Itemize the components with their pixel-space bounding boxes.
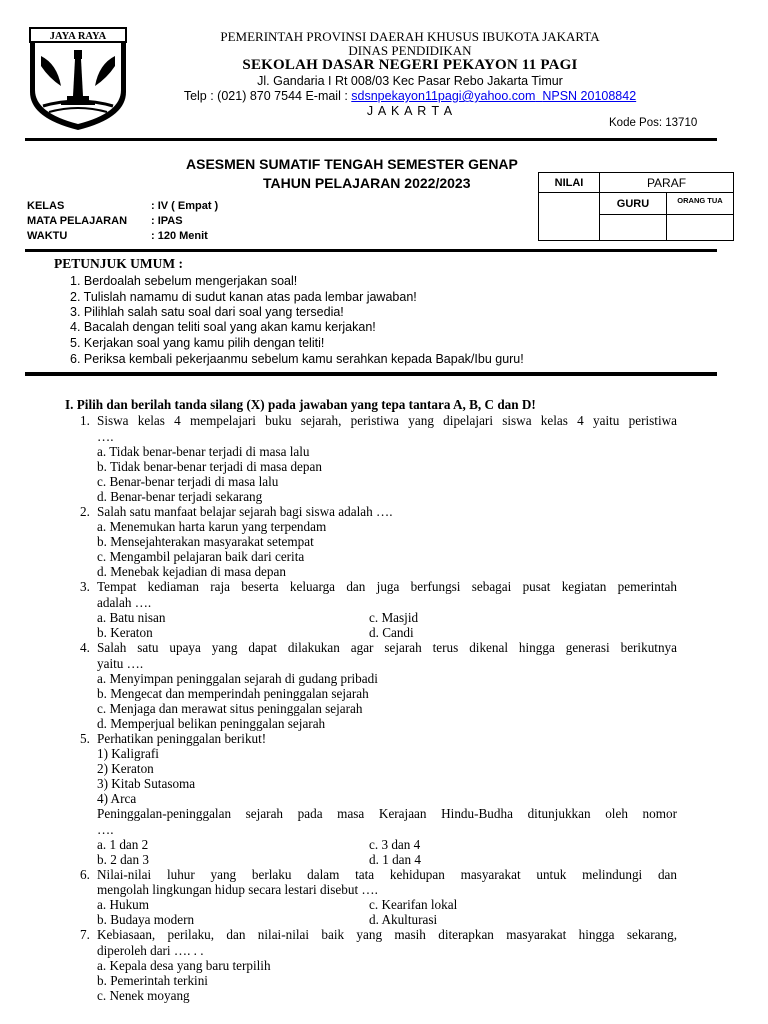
question-number: 1. <box>80 413 90 428</box>
option-b[interactable]: b. 2 dan 3 <box>97 852 150 867</box>
jaya-raya-emblem <box>27 26 129 132</box>
option-a[interactable]: a. Menemukan harta karun yang terpendam <box>97 519 327 534</box>
list-item: 2) Keraton <box>97 761 154 776</box>
question-stem: Nilai-nilai luhur yang berlaku dalam tata kehidupan masyarakat untuk melindungi dan <box>97 867 677 882</box>
option-a[interactable]: a. 1 dan 2 <box>97 837 149 852</box>
option-a[interactable]: a. Tidak benar-benar terjadi di masa lalu <box>97 444 310 459</box>
school-name: SEKOLAH DASAR NEGERI PEKAYON 11 PAGI <box>242 57 578 73</box>
option-c[interactable]: c. Benar-benar terjadi di masa lalu <box>97 474 279 489</box>
instruction-item: 4. Bacalah dengan teliti soal yang akan kamu kerjakan! <box>70 320 376 334</box>
emblem-motto: JAYA RAYA <box>49 31 107 42</box>
postal-code: Kode Pos: 13710 <box>609 117 698 129</box>
question-stem: Perhatikan peninggalan berikut! <box>97 731 267 746</box>
question-stem-cont: Peninggalan-peninggalan sejarah pada masa Kerajaan Hindu-Budha ditunjukkan oleh nomor <box>97 806 677 821</box>
option-d[interactable]: d. Akulturasi <box>369 912 438 927</box>
question-stem-cont: yaitu …. <box>97 656 144 671</box>
option-c[interactable]: c. Nenek moyang <box>97 988 190 1003</box>
option-b[interactable]: b. Tidak benar-benar terjadi di masa depan <box>97 459 322 474</box>
option-c[interactable]: c. Masjid <box>369 610 419 625</box>
instruction-item: 2. Tulislah namamu di sudut kanan atas pada lembar jawaban! <box>70 290 417 304</box>
option-a[interactable]: a. Menyimpan peninggalan sejarah di gudang pribadi <box>97 671 378 686</box>
option-c[interactable]: c. Mengambil pelajaran baik dari cerita <box>97 549 305 564</box>
option-b[interactable]: b. Mengecat dan memperindah peninggalan sejarah <box>97 686 369 701</box>
instruction-item: 3. Pilihlah salah satu soal dari soal yang tersedia! <box>70 305 344 319</box>
option-b[interactable]: b. Keraton <box>97 625 153 640</box>
header-rule <box>25 138 717 141</box>
info-waktu-label: WAKTU <box>27 230 68 242</box>
school-address: Jl. Gandaria I Rt 008/03 Kec Pasar Rebo Jakarta Timur <box>257 74 563 88</box>
option-a[interactable]: a. Hukum <box>97 897 150 912</box>
list-item: 4) Arca <box>97 791 137 806</box>
orang-tua-header: ORANG TUA <box>667 193 734 215</box>
section-heading: I. Pilih dan berilah tanda silang (X) pada jawaban yang tepa tantara A, B, C dan D! <box>65 397 536 412</box>
exam-year: TAHUN PELAJARAN 2022/2023 <box>263 175 471 191</box>
orangtua-paraf-cell[interactable] <box>667 215 734 241</box>
option-a[interactable]: a. Kepala desa yang baru terpilih <box>97 958 271 973</box>
exam-title: ASESMEN SUMATIF TENGAH SEMESTER GENAP <box>186 156 518 172</box>
question-number: 5. <box>80 731 90 746</box>
question-stem-cont: …. <box>97 822 114 837</box>
nilai-header: NILAI <box>539 173 600 193</box>
info-kelas-label: KELAS <box>27 200 65 212</box>
score-table <box>538 172 734 241</box>
question-stem-cont: adalah …. <box>97 595 152 610</box>
question-stem: Salah satu manfaat belajar sejarah bagi siswa adalah …. <box>97 504 393 519</box>
question-number: 3. <box>80 579 90 594</box>
info-mapel-label: MATA PELAJARAN <box>27 215 128 227</box>
question-number: 7. <box>80 927 90 942</box>
option-a[interactable]: a. Batu nisan <box>97 610 166 625</box>
instructions-heading: PETUNJUK UMUM : <box>54 256 183 271</box>
question-stem: Siswa kelas 4 mempelajari buku sejarah, peristiwa yang dipelajari siswa kelas 4 yaitu peristiwa <box>97 413 677 428</box>
option-c[interactable]: c. 3 dan 4 <box>369 837 421 852</box>
option-c[interactable]: c. Kearifan lokal <box>369 897 458 912</box>
option-b[interactable]: b. Pemerintah terkini <box>97 973 208 988</box>
question-number: 2. <box>80 504 90 519</box>
info-kelas-value: : IV ( Empat ) <box>151 200 219 212</box>
info-mapel-value: : IPAS <box>151 215 183 227</box>
question-stem: Kebiasaan, perilaku, dan nilai-nilai baik yang masih diterapkan masyarakat hingga sekarang, <box>97 927 677 942</box>
question-stem: Salah satu upaya yang dapat dilakukan agar sejarah terus dikenal hingga generasi berikutnya <box>97 640 677 655</box>
guru-header: GURU <box>600 193 667 215</box>
question-number: 6. <box>80 867 90 882</box>
question-number: 4. <box>80 640 90 655</box>
instructions-rule <box>25 372 717 376</box>
list-item: 3) Kitab Sutasoma <box>97 776 196 791</box>
email-link[interactable]: sdsnpekayon11pagi@yahoo.com NPSN 20108842 <box>351 89 637 103</box>
nilai-cell[interactable] <box>539 193 600 241</box>
option-b[interactable]: b. Budaya modern <box>97 912 195 927</box>
info-rule <box>25 249 717 252</box>
guru-paraf-cell[interactable] <box>600 215 667 241</box>
option-d[interactable]: d. Menebak kejadian di masa depan <box>97 564 286 579</box>
option-c[interactable]: c. Menjaga dan merawat situs peninggalan sejarah <box>97 701 363 716</box>
agency-header: DINAS PENDIDIKAN <box>348 43 472 58</box>
question-stem-cont: …. <box>97 429 114 444</box>
question-stem-cont: diperoleh dari …. . . <box>97 943 204 958</box>
question-stem-cont: mengolah lingkungan hidup secara lestari disebut …. <box>97 882 378 897</box>
contact-line <box>150 89 670 103</box>
question-stem: Tempat kediaman raja beserta keluarga dan juga berfungsi sebagai pusat kegiatan pemerintah <box>97 579 677 594</box>
instruction-item: 1. Berdoalah sebelum mengerjakan soal! <box>70 274 298 288</box>
paraf-header: PARAF <box>600 173 734 193</box>
instruction-item: 6. Periksa kembali pekerjaanmu sebelum kamu serahkan kepada Bapak/Ibu guru! <box>70 352 524 366</box>
city: J A K A R T A <box>366 104 454 118</box>
instruction-item: 5. Kerjakan soal yang kamu pilih dengan teliti! <box>70 336 325 350</box>
gov-header: PEMERINTAH PROVINSI DAERAH KHUSUS IBUKOTA JAKARTA <box>220 29 600 44</box>
option-d[interactable]: d. Benar-benar terjadi sekarang <box>97 489 263 504</box>
contact-prefix: Telp : (021) 870 7544 E-mail : <box>183 89 352 103</box>
option-d[interactable]: d. 1 dan 4 <box>369 852 422 867</box>
list-item: 1) Kaligrafi <box>97 746 159 761</box>
option-d[interactable]: d. Memperjual belikan peninggalan sejarah <box>97 716 326 731</box>
info-waktu-value: : 120 Menit <box>151 230 208 242</box>
option-b[interactable]: b. Mensejahterakan masyarakat setempat <box>97 534 314 549</box>
option-d[interactable]: d. Candi <box>369 625 414 640</box>
